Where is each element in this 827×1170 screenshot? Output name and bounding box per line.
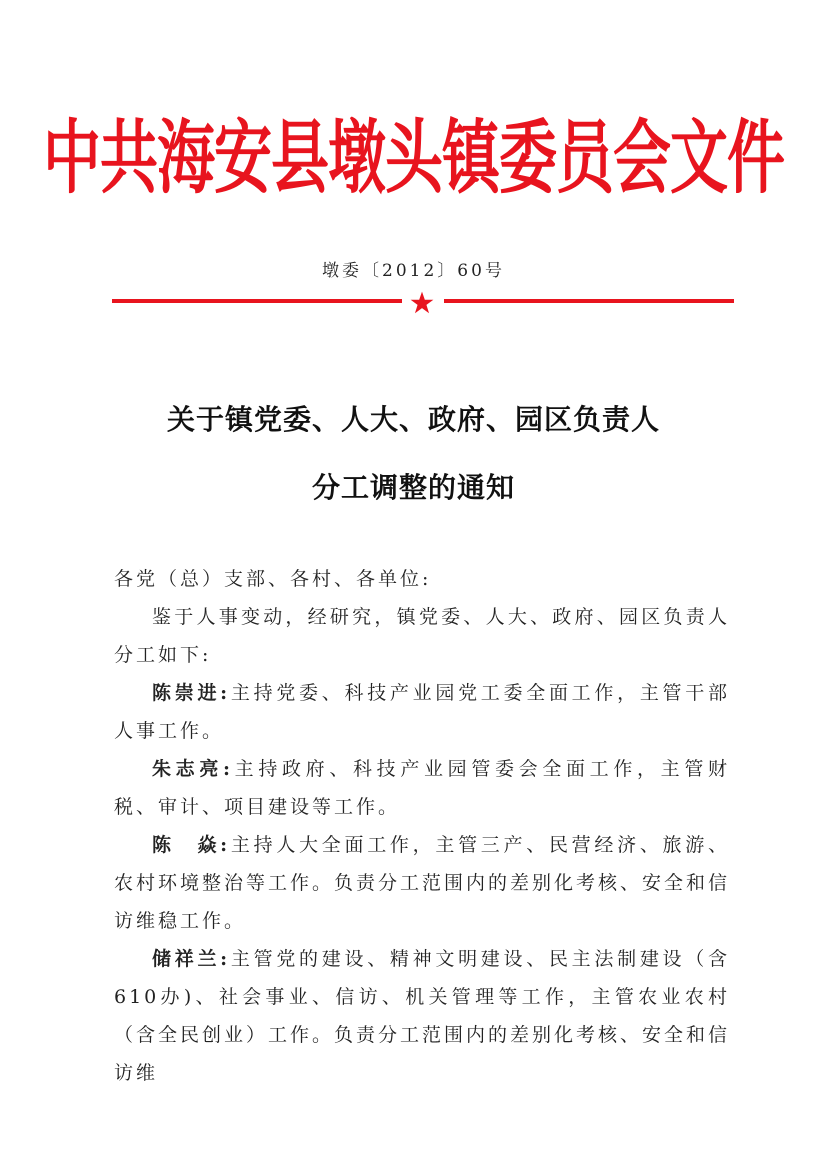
- assignment-text: 主持政府、科技产业园管委会全面工作，主管财税、审计、项目建设等工作。: [114, 758, 730, 818]
- intro-paragraph: 鉴于人事变动，经研究，镇党委、人大、政府、园区负责人分工如下:: [114, 606, 730, 666]
- notice-body: [114, 560, 730, 1092]
- assignment-paragraph: [114, 940, 730, 1092]
- person-name: 陈 焱:: [152, 834, 231, 856]
- assignment-paragraph: [114, 826, 730, 940]
- assignment-paragraph: [114, 750, 730, 826]
- assignment-text: 主持人大全面工作，主管三产、民营经济、旅游、农村环境整治等工作。负责分工范围内的差别化考核、安全和信访维稳工作。: [114, 834, 731, 932]
- assignment-text: 主持党委、科技产业园党工委全面工作，主管干部人事工作。: [114, 682, 730, 742]
- person-name: 朱志亮:: [152, 758, 234, 780]
- star-icon: [409, 290, 435, 316]
- person-name: 储祥兰:: [152, 948, 231, 970]
- notice-title-line-1: 关于镇党委、人大、政府、园区负责人: [166, 403, 660, 436]
- salutation: 各党（总）支部、各村、各单位:: [114, 568, 432, 590]
- header-divider-right: [444, 299, 734, 303]
- header-divider-left: [112, 299, 402, 303]
- person-name: 陈崇进:: [152, 682, 231, 704]
- assignment-paragraph: [114, 674, 730, 750]
- assignment-text: 主管党的建设、精神文明建设、民主法制建设（含610办)、社会事业、信访、机关管理等工作，主管农业农村（含全民创业）工作。负责分工范围内的差别化考核、安全和信访维: [114, 948, 731, 1084]
- notice-title-line-2: 分工调整的通知: [311, 471, 515, 504]
- document-header-title: 中共海安县墩头镇委员会文件: [42, 111, 784, 205]
- document-number: 墩委〔2012〕60号: [322, 261, 505, 281]
